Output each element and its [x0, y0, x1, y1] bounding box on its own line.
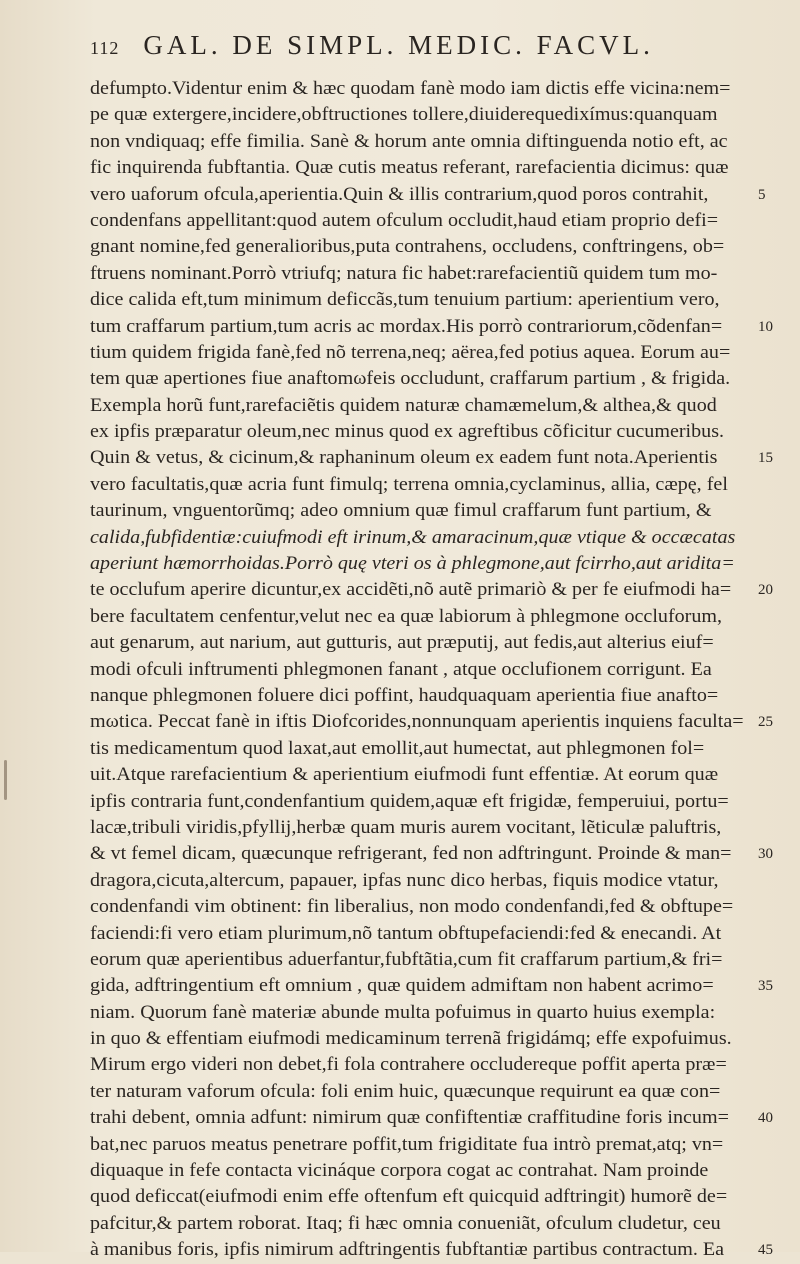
text-line: [90, 577, 773, 603]
text-line: [90, 841, 773, 867]
line-text: modi ofculi inftrumenti phlegmonen fanant , atque occlufionem corrigunt. Ea: [90, 658, 712, 680]
line-number: 20: [758, 582, 773, 599]
text-line: [90, 393, 750, 419]
text-line: [90, 604, 750, 630]
text-line: [90, 1000, 750, 1026]
line-text: Mirum ergo videri non debet,fi fola contrahere occludereque poffit aperta præ=: [90, 1054, 727, 1076]
line-text: & vt femel dicam, quæcunque refrigerant, fed non adftringunt. Proinde & man=: [90, 843, 732, 865]
line-text: nanque phlegmonen foluere dici poffint, haudquaquam aperientia fiue anafto=: [90, 684, 719, 706]
line-text: gida, adftringentium eft omnium , quæ quidem admiftam non habent acrimo=: [90, 975, 714, 997]
line-text: pafcitur,& partem roborat. Itaq; fi hæc omnia conueniãt, ofculum cludetur, ceu: [90, 1212, 721, 1234]
text-line: [90, 314, 773, 340]
text-line: [90, 498, 750, 524]
text-line: [90, 736, 750, 762]
text-body: [90, 76, 773, 1264]
text-line: [90, 1132, 750, 1158]
line-text: defumpto.Videntur enim & hæc quodam fanè modo iam dictis effe vicina:nem=: [90, 78, 731, 99]
line-number: 35: [758, 978, 773, 995]
text-line: [90, 1184, 750, 1210]
line-text: trahi debent, omnia adfunt: nimirum quæ confiftentiæ craffitudine foris incum=: [90, 1107, 729, 1129]
line-text: non vndiquaq; effe fimilia. Sanè & horum ante omnia diftinguenda notio eft, ac: [90, 130, 728, 152]
line-text: vero uaforum ofcula,aperientia.Quin & illis contrarium,quod poros contrahit,: [90, 183, 709, 205]
line-text: tem quæ apertiones fiue anaftomωfeis occludunt, craffarum partium , & frigida.: [90, 368, 731, 390]
line-text: ipfis contraria funt,condenfantium quidem,aquæ eft frigidæ, femperuiui, portu=: [90, 790, 729, 812]
text-line: [90, 419, 750, 445]
text-line: [90, 973, 773, 999]
line-number: 5: [758, 186, 766, 203]
page-number: 112: [90, 38, 120, 58]
line-text: faciendi:fi vero etiam plurimum,nõ tantum obftupefaciendi:fed & enecandi. At: [90, 922, 722, 944]
text-line: [90, 815, 750, 841]
text-line: [90, 472, 750, 498]
line-text: condenfandi vim obtinent: fin liberalius, non modo condenfandi,fed & obftupe=: [90, 896, 734, 918]
line-text: Exempla horũ funt,rarefaciẽtis quidem naturæ chamæmelum,& althea,& quod: [90, 394, 717, 416]
text-line: [90, 1052, 750, 1078]
text-line: [90, 525, 750, 551]
text-line: [90, 234, 750, 260]
text-line: [90, 182, 766, 208]
text-line: [90, 789, 750, 815]
text-line: [90, 947, 750, 973]
text-line: [90, 155, 750, 181]
line-text: tum craffarum partium,tum acris ac mordax.His porrò contrariorum,cõdenfan=: [90, 315, 723, 337]
line-text: lacæ,tribuli viridis,pfyllij,herbæ quam muris aurem vocitant, lẽticulæ paluftris,: [90, 816, 722, 838]
text-line: [90, 1105, 773, 1131]
line-number: 15: [758, 450, 773, 467]
text-line: [90, 1158, 750, 1184]
line-number: 10: [758, 318, 773, 335]
text-line: [90, 683, 750, 709]
text-line: [90, 657, 750, 683]
line-text: in quo & effentiam eiufmodi medicaminum terrenã frigidámq; effe expofuimus.: [90, 1028, 732, 1050]
line-text: aperiunt hæmorrhoidas.Porrò quę vteri os à phlegmone,aut fcirrho,aut aridita=: [90, 553, 735, 575]
line-text: ex ipfis præparatur oleum,nec minus quod ex agreftibus cõficitur cucumeribus.: [90, 421, 725, 443]
text-line: [90, 287, 750, 313]
line-text: tis medicamentum quod laxat,aut emollit,aut humectat, aut phlegmonen fol=: [90, 737, 705, 759]
text-line: [90, 102, 750, 128]
line-text: ter naturam vaforum ofcula: foli enim huic, quæcunque requirunt ea quæ con=: [90, 1080, 721, 1102]
line-text: fic inquirenda fubftantia. Quæ cutis meatus referant, rarefacientia dicimus: quæ: [90, 157, 729, 179]
line-text: calida,fubfidentiæ:cuiufmodi eft irinum,& amaracinum,quæ vtique & occæcatas: [90, 526, 736, 548]
text-line: [90, 261, 750, 287]
text-line: [90, 630, 750, 656]
text-line: [90, 551, 750, 577]
text-line: [90, 340, 750, 366]
text-line: [90, 1079, 750, 1105]
line-text: tium quidem frigida fanè,fed nõ terrena,neq; aërea,fed potius aquea. Eorum au=: [90, 341, 731, 363]
text-line: [90, 1237, 773, 1263]
page-header: [90, 30, 750, 70]
line-text: bere facultatem cenfentur,velut nec ea quæ labiorum à phlegmone occluforum,: [90, 605, 723, 627]
line-text: bat,nec paruos meatus penetrare poffit,tum frigiditate fua intrò premat,atq; vn=: [90, 1133, 724, 1155]
line-text: mωtica. Peccat fanè in iftis Diofcorides,nonnunquam aperientis inquiens faculta=: [90, 711, 744, 733]
binding-edge-mark: [4, 760, 7, 800]
line-number: 25: [758, 714, 773, 731]
line-text: te occlufum aperire dicuntur,ex accidẽti,nõ autẽ primariò & per fe eiufmodi ha=: [90, 579, 732, 601]
line-text: Quin & vetus, & cicinum,& raphaninum oleum ex eadem funt nota.Aperientis: [90, 447, 718, 469]
text-line: [90, 921, 750, 947]
line-number: 45: [758, 1242, 773, 1259]
line-text: à manibus foris, ipfis nimirum adftringentis fubftantiæ partibus contractum. Ea: [90, 1239, 725, 1261]
text-line: [90, 129, 750, 155]
line-text: quod deficcat(eiufmodi enim effe oftenfum eft quicquid adftringit) humorẽ de=: [90, 1186, 728, 1208]
line-text: aut genarum, aut narium, aut gutturis, aut præputij, aut fedis,aut alterius eiuf=: [90, 632, 714, 654]
line-text: dragora,cicuta,altercum, papauer, ipfas nunc dico herbas, fiquis modice vtatur,: [90, 869, 719, 891]
line-text: taurinum, vnguentorũmq; adeo omnium quæ fimul craffarum funt partium, &: [90, 500, 712, 522]
line-text: eorum quæ aperientibus aduerfantur,fubftãtia,cum fit craffarum partium,& fri=: [90, 948, 723, 970]
line-text: ftruens nominant.Porrò vtriufq; natura fic habet:rarefacientiũ quidem tum mo-: [90, 262, 718, 284]
line-text: condenfans appellitant:quod autem ofculum occludit,haud etiam proprio defi=: [90, 209, 719, 231]
text-line: [90, 894, 750, 920]
line-text: diquaque in fefe contacta vicináque corpora cogat ac contrahat. Nam proinde: [90, 1160, 709, 1182]
line-text: gnant nomine,fed generalioribus,puta contrahens, occludens, conftringens, ob=: [90, 236, 725, 258]
text-line: [90, 1026, 750, 1052]
line-text: niam. Quorum fanè materiæ abunde multa pofuimus in quarto huius exempla:: [90, 1001, 716, 1023]
text-line: [90, 76, 750, 102]
text-line: [90, 445, 773, 471]
text-line: [90, 868, 750, 894]
text-line: [90, 208, 750, 234]
text-line: [90, 366, 750, 392]
line-text: pe quæ extergere,incidere,obftructiones tollere,diuiderequedixímus:quanquam: [90, 104, 718, 126]
line-number: 40: [758, 1110, 773, 1127]
text-line: [90, 762, 750, 788]
text-line: [90, 709, 773, 735]
line-number: 30: [758, 846, 773, 863]
line-text: dice calida eft,tum minimum deficcãs,tum tenuium partium: aperientium vero,: [90, 289, 720, 311]
running-head: GAL. DE SIMPL. MEDIC. FACVL.: [143, 30, 654, 60]
line-text: uit.Atque rarefacientium & aperientium eiufmodi funt effentiæ. At eorum quæ: [90, 764, 719, 786]
line-text: vero facultatis,quæ acria funt fimulq; terrena omnia,cyclaminus, allia, cæpę, fel: [90, 473, 728, 495]
text-line: [90, 1211, 750, 1237]
